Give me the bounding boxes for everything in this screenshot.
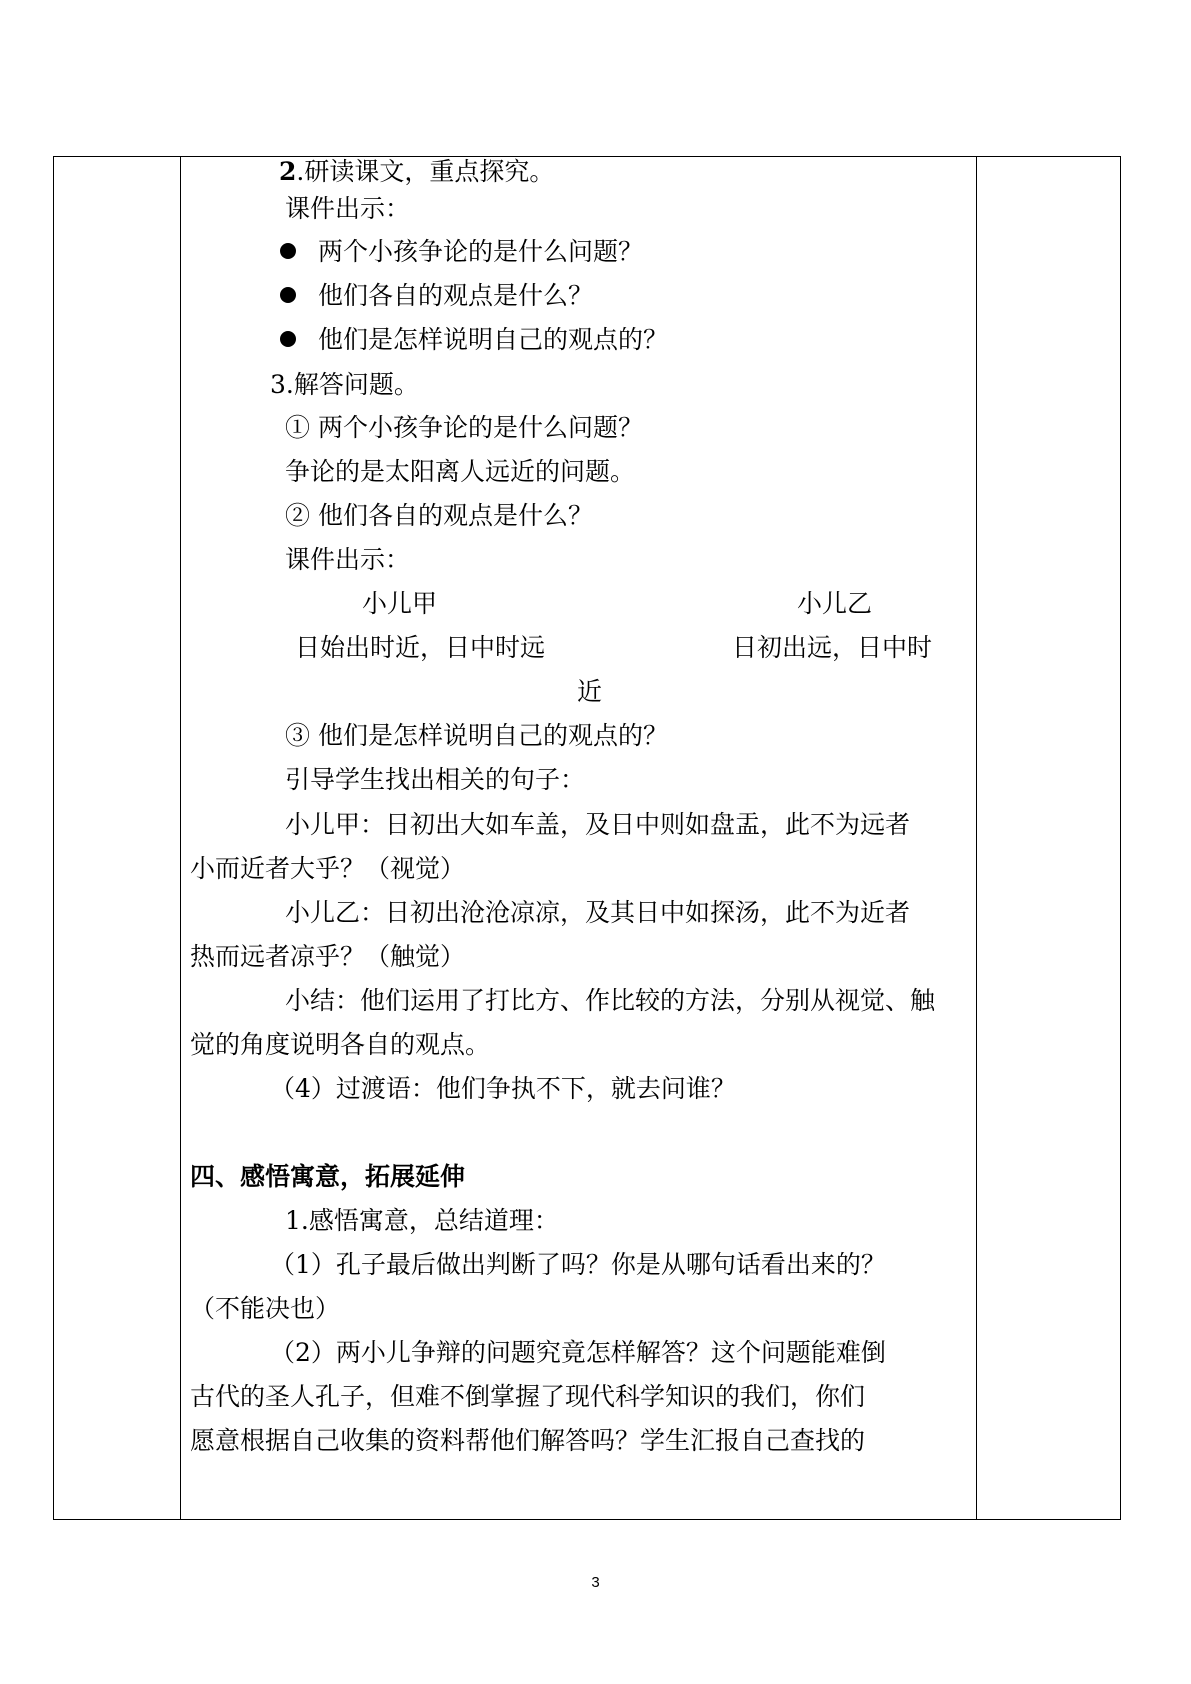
bullet-icon bbox=[280, 243, 296, 259]
transition-text: （4）过渡语：他们争执不下，就去问谁？ bbox=[270, 1074, 736, 1103]
summary-text: 小结：他们运用了打比方、作比较的方法，分别从视觉、触 bbox=[285, 986, 936, 1015]
question-1: ① 两个小孩争论的是什么问题？ bbox=[285, 413, 643, 442]
child-a-quote: 小儿甲：日初出大如车盖，及日中则如盘盂，此不为远者 bbox=[285, 810, 911, 839]
bullet-icon bbox=[280, 287, 296, 303]
courseware-label: 课件出示： bbox=[285, 545, 411, 574]
paragraph-2-continued: 愿意根据自己收集的资料帮他们解答吗？学生汇报自己查找的 bbox=[190, 1426, 866, 1455]
paragraph-2: （2）两小儿争辩的问题究竟怎样解答？这个问题能难倒 bbox=[270, 1338, 886, 1367]
child-b-quote-continued: 热而远者凉乎？（触觉） bbox=[190, 942, 466, 971]
child-a-label: 小儿甲 bbox=[362, 589, 438, 618]
answer-1: 争论的是太阳离人远近的问题。 bbox=[285, 457, 636, 486]
section-4-heading: 四、感悟寓意，拓展延伸 bbox=[190, 1162, 466, 1191]
bullet-item: 他们各自的观点是什么？ bbox=[280, 281, 593, 311]
content-cell bbox=[182, 157, 976, 1519]
bullet-item: 两个小孩争论的是什么问题？ bbox=[280, 237, 643, 267]
section-2-title: 2.研读课文，重点探究。 bbox=[279, 157, 555, 186]
page-number: 3 bbox=[591, 1574, 600, 1591]
summary-text-continued: 觉的角度说明各自的观点。 bbox=[190, 1030, 491, 1059]
child-b-view: 日初出远，日中时 bbox=[732, 633, 933, 662]
guide-text: 引导学生找出相关的句子： bbox=[285, 765, 586, 794]
lesson-plan-table bbox=[53, 156, 1121, 1520]
question-3: ③ 他们是怎样说明自己的观点的？ bbox=[285, 721, 668, 750]
question-2: ② 他们各自的观点是什么？ bbox=[285, 501, 593, 530]
column-divider-right bbox=[976, 157, 977, 1519]
bullet-icon bbox=[280, 331, 296, 347]
paragraph-2-continued: 古代的圣人孔子，但难不倒掌握了现代科学知识的我们，你们 bbox=[190, 1382, 866, 1411]
courseware-label: 课件出示： bbox=[285, 194, 411, 223]
column-divider-left bbox=[180, 157, 181, 1519]
child-b-quote: 小儿乙：日初出沧沧凉凉，及其日中如探汤，此不为近者 bbox=[285, 898, 911, 927]
paragraph-1-continued: （不能决也） bbox=[190, 1294, 341, 1323]
bullet-item: 他们是怎样说明自己的观点的？ bbox=[280, 325, 668, 355]
section-3-title: 3.解答问题。 bbox=[270, 370, 419, 399]
child-a-view: 日始出时近，日中时远 bbox=[295, 633, 546, 662]
child-b-view-continued: 近 bbox=[577, 677, 603, 706]
child-b-label: 小儿乙 bbox=[797, 589, 873, 618]
section-4-item-1: 1.感悟寓意，总结道理： bbox=[285, 1206, 559, 1235]
paragraph-1: （1）孔子最后做出判断了吗？你是从哪句话看出来的？ bbox=[270, 1250, 886, 1279]
child-a-quote-continued: 小而近者大乎？（视觉） bbox=[190, 854, 466, 883]
